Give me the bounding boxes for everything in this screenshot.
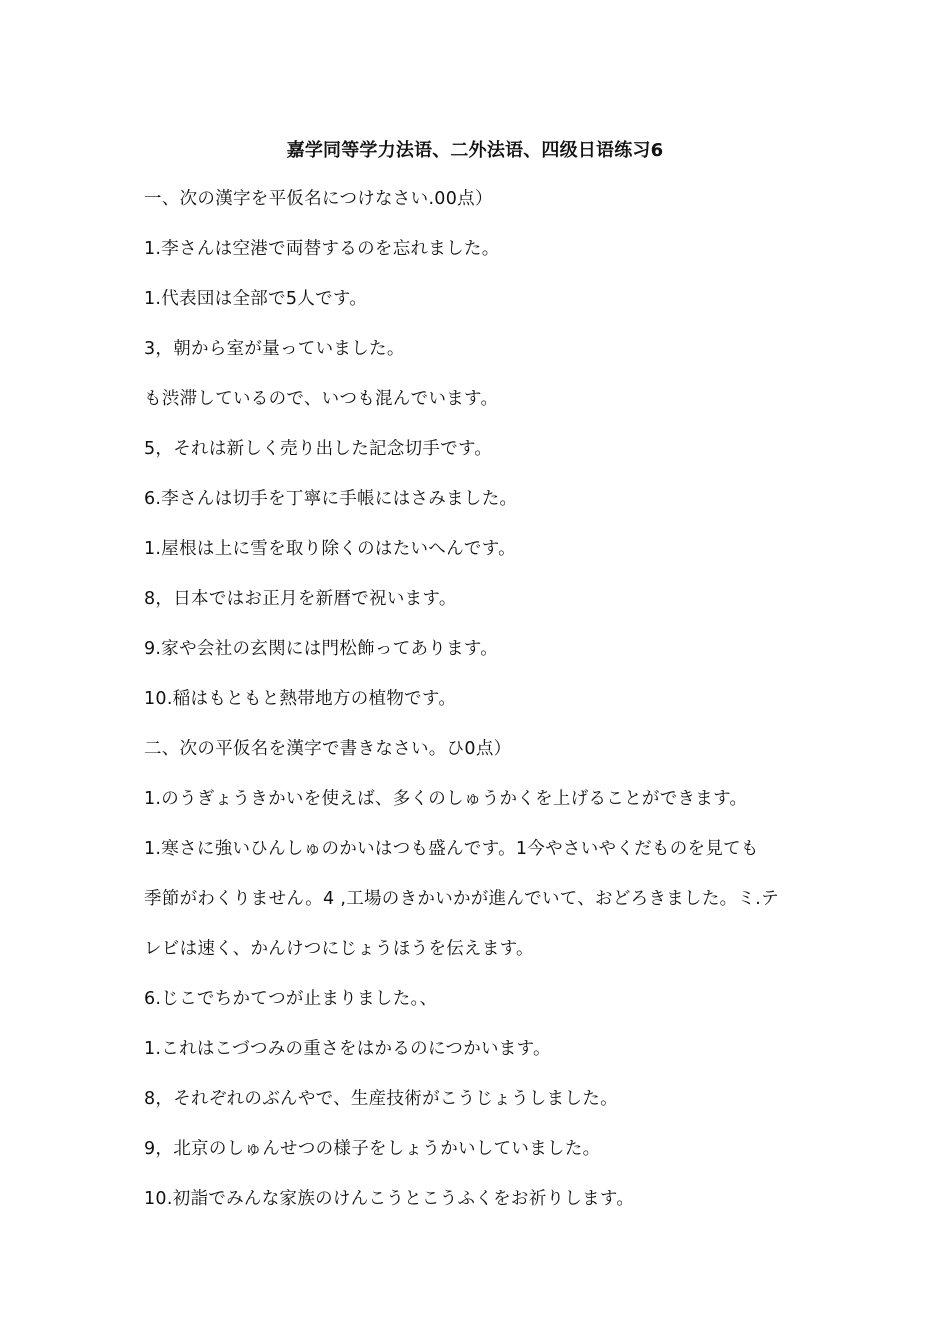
document-title: 嘉学同等学力法语、二外法语、四级日语练习6 xyxy=(286,140,664,161)
text-line: 8，日本ではお正月を新暦で祝います。 xyxy=(144,589,457,609)
text-line: 9，北京のしゅんせつの様子をしょうかいしていました。 xyxy=(144,1139,601,1159)
text-line: 3，朝から室が量っていました。 xyxy=(144,339,405,359)
text-line: 1.李さんは空港で両替するのを忘れました。 xyxy=(144,239,500,259)
text-line: 1.のうぎょうきかいを使えば、多くのしゅうかくを上げることができます。 xyxy=(144,789,748,809)
text-line: 8，それぞれのぶんやで、生産技術がこうじょうしました。 xyxy=(144,1089,618,1109)
text-line: 1.寒さに強いひんしゅのかいはつも盛んです。1今やさいやくだものを見ても xyxy=(144,839,759,859)
text-line: も渋滞しているので、いつも混んでいます。 xyxy=(144,389,499,409)
text-line: 1.屋根は上に雪を取り除くのはたいへんです。 xyxy=(144,539,516,559)
text-line: 1.代表団は全部で5人です。 xyxy=(144,289,368,309)
text-line: 10.稲はもともと熱帯地方の植物です。 xyxy=(144,689,457,709)
text-line: 二、次の平仮名を漢字で書きなさい。ひ0点） xyxy=(144,739,512,759)
text-line: 1.これはこづつみの重さをはかるのにつかいます。 xyxy=(144,1039,551,1059)
text-line: 一、次の漢字を平仮名につけなさい.00点） xyxy=(144,189,493,209)
text-line: 6.じこでちかてつが止まりました。、 xyxy=(144,989,438,1009)
text-line: 季節がわくりません。4 ,工場のきかいかが進んでいて、おどろきました。ミ.テ xyxy=(144,889,779,909)
text-line: 6.李さんは切手を丁寧に手帳にはさみました。 xyxy=(144,489,518,509)
text-line: 9.家や会社の玄関には門松飾ってあります。 xyxy=(144,639,499,659)
text-line: 10.初詣でみんな家族のけんこうとこうふくをお祈りします。 xyxy=(144,1189,635,1209)
document-body xyxy=(144,185,824,1235)
text-line: 5，それは新しく売り出した記念切手です。 xyxy=(144,439,493,459)
text-line: レビは速く、かんけつにじょうほうを伝えます。 xyxy=(144,939,534,959)
